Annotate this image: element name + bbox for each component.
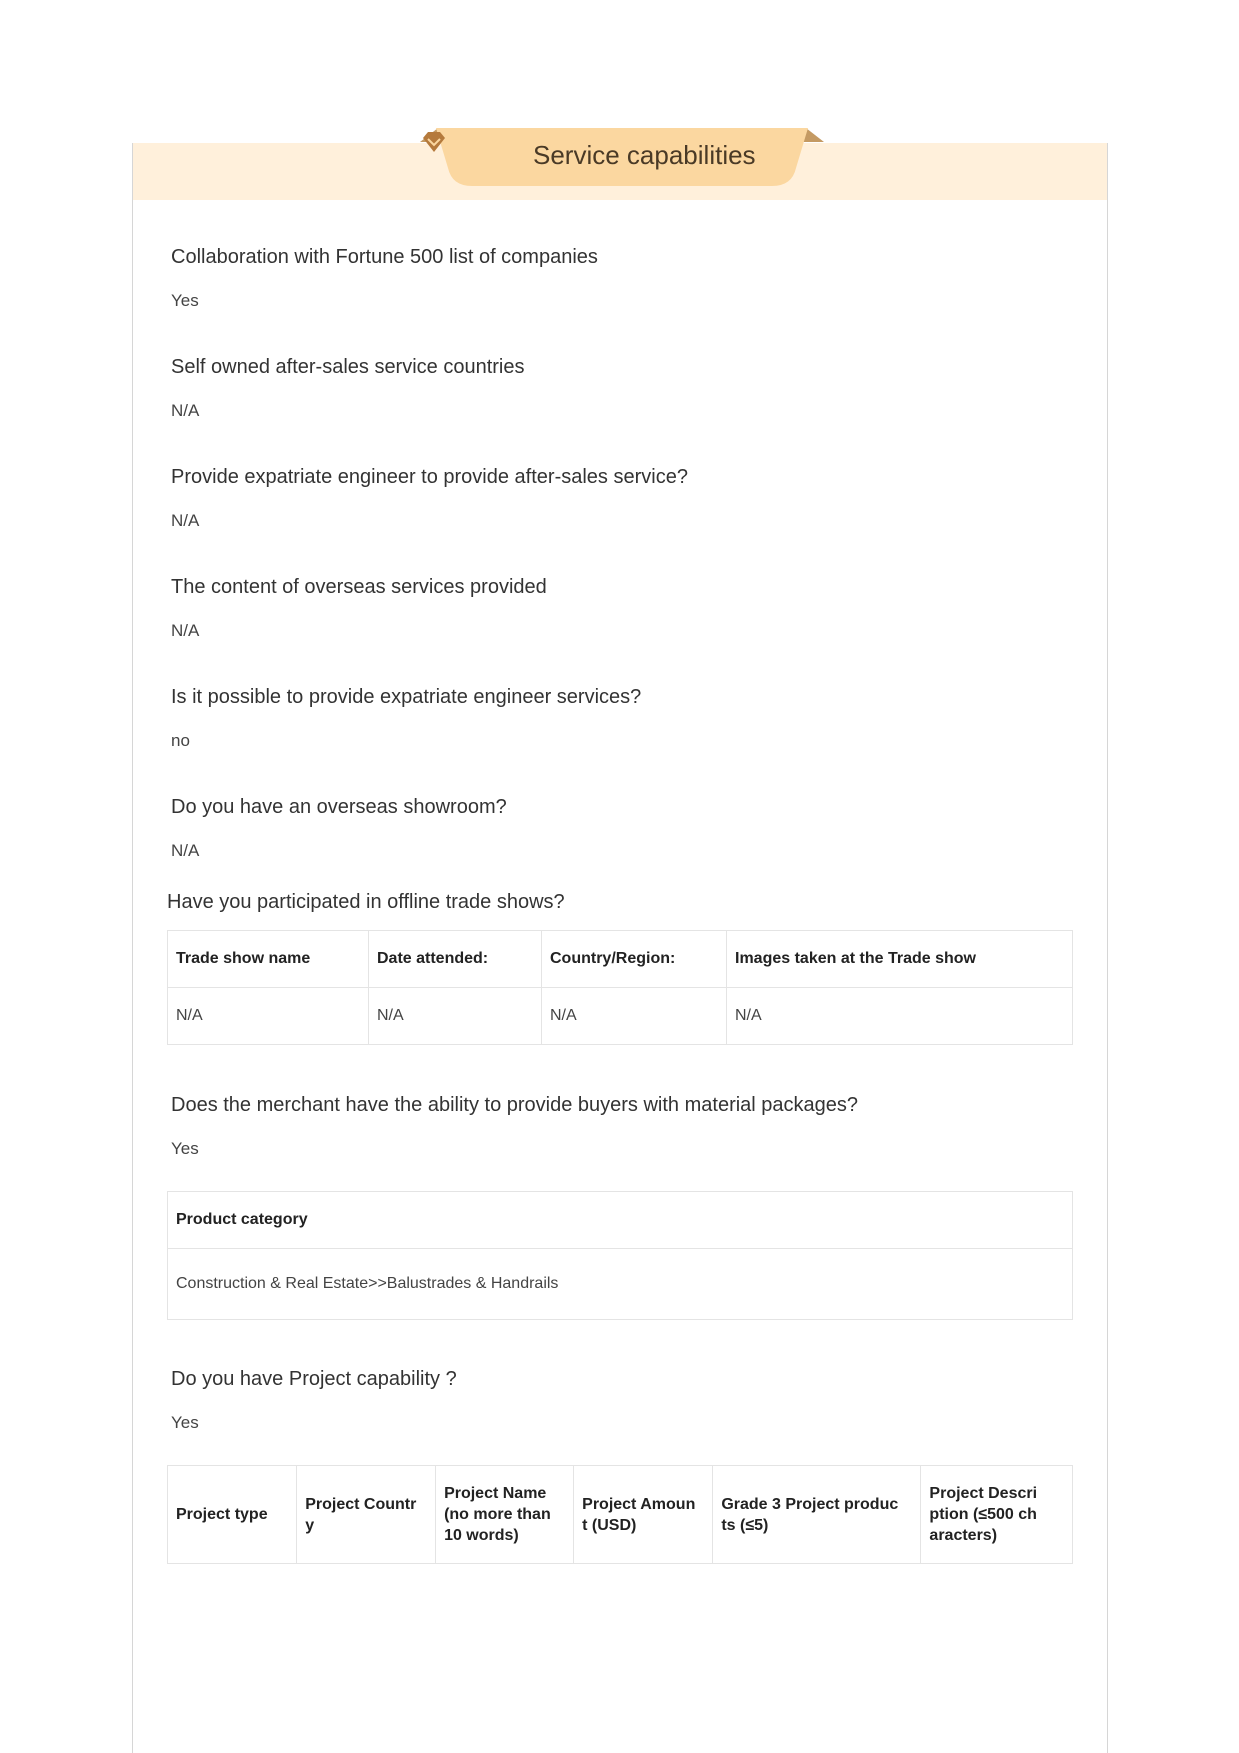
- table-cell: N/A: [542, 988, 727, 1045]
- table-cell: N/A: [727, 988, 1073, 1045]
- question-expatriate-engineer-services: Is it possible to provide expatriate engineer services?: [171, 686, 642, 708]
- question-expatriate-engineer-after-sales: Provide expatriate engineer to provide after-sales service?: [171, 466, 688, 488]
- column-product-category: Product category: [168, 1192, 1073, 1249]
- table-cell: Construction & Real Estate>>Balustrades & Handrails: [168, 1249, 1073, 1320]
- product-category-table: [167, 1191, 1073, 1320]
- answer-after-sales-countries: N/A: [171, 401, 200, 420]
- section-title-ribbon: [420, 128, 824, 186]
- answer-material-packages: Yes: [171, 1139, 199, 1158]
- column-trade-show-name: Trade show name: [168, 931, 369, 988]
- question-project-capability: Do you have Project capability ?: [171, 1368, 457, 1390]
- question-material-packages: Does the merchant have the ability to provide buyers with material packages?: [171, 1094, 859, 1116]
- table-header-row: [168, 1466, 1073, 1564]
- question-overseas-showroom: Do you have an overseas showroom?: [171, 796, 507, 818]
- column-date-attended: Date attended:: [369, 931, 542, 988]
- question-fortune-500: Collaboration with Fortune 500 list of companies: [171, 246, 598, 268]
- project-table-scroll[interactable]: [167, 1465, 1073, 1565]
- table-row: [168, 1249, 1073, 1320]
- answer-overseas-services-content: N/A: [171, 621, 200, 640]
- question-trade-shows: Have you participated in offline trade shows?: [167, 891, 565, 913]
- column-project-type: Project type: [168, 1466, 297, 1564]
- answer-fortune-500: Yes: [171, 291, 199, 310]
- project-table: [167, 1465, 1073, 1564]
- table-header-row: [168, 1192, 1073, 1249]
- column-project-country: Project Countr y: [297, 1466, 436, 1564]
- question-overseas-services-content: The content of overseas services provided: [171, 576, 547, 598]
- column-project-name: Project Name (no more than 10 words): [436, 1466, 574, 1564]
- trade-shows-table: [167, 930, 1073, 1045]
- column-project-description: Project Descri ption (≤500 ch aracters): [921, 1466, 1073, 1564]
- column-trade-show-images: Images taken at the Trade show: [727, 931, 1073, 988]
- table-cell: N/A: [369, 988, 542, 1045]
- answer-expatriate-engineer-services: no: [171, 731, 190, 750]
- answer-expatriate-engineer-after-sales: N/A: [171, 511, 200, 530]
- question-after-sales-countries: Self owned after-sales service countries: [171, 356, 525, 378]
- column-grade-3-products: Grade 3 Project produc ts (≤5): [713, 1466, 921, 1564]
- section-title: Service capabilities: [533, 140, 756, 170]
- answer-project-capability: Yes: [171, 1413, 199, 1432]
- column-project-amount: Project Amoun t (USD): [574, 1466, 713, 1564]
- answer-overseas-showroom: N/A: [171, 841, 200, 860]
- table-header-row: [168, 931, 1073, 988]
- table-row: [168, 988, 1073, 1045]
- table-cell: N/A: [168, 988, 369, 1045]
- diamond-icon: [420, 128, 448, 156]
- column-country-region: Country/Region:: [542, 931, 727, 988]
